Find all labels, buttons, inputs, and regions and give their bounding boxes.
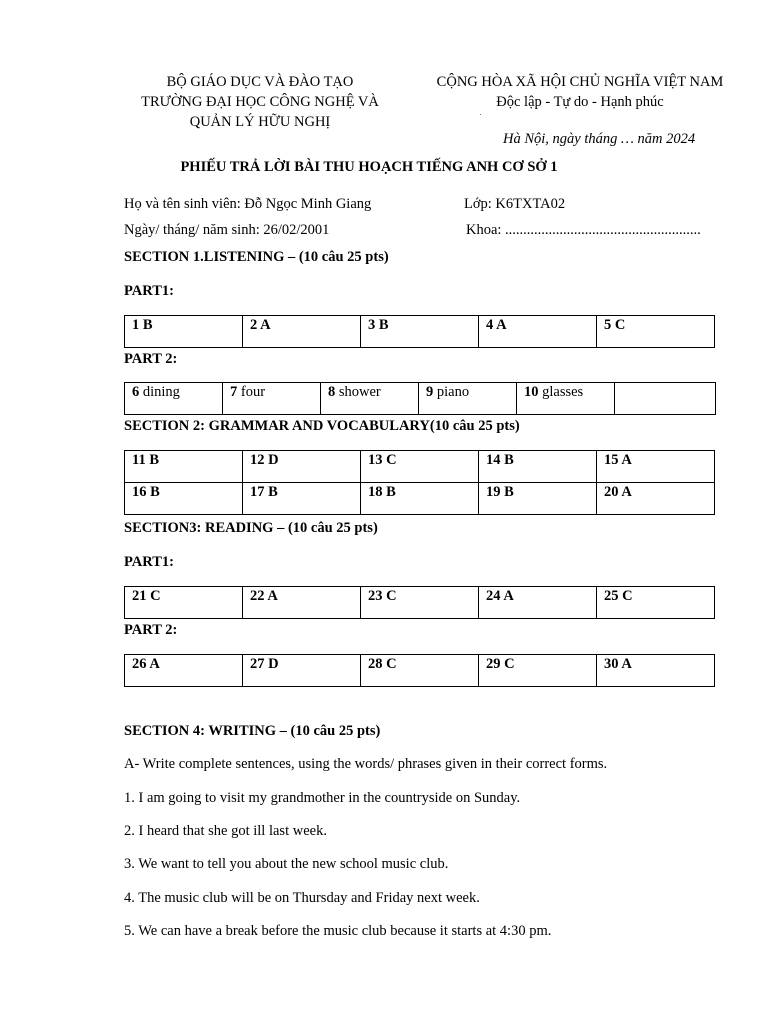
answer-cell: 26 A: [125, 655, 243, 687]
document-title: PHIẾU TRẢ LỜI BÀI THU HOẠCH TIẾNG ANH CƠ SỞ 1: [180, 159, 558, 175]
motto: Độc lập - Tự do - Hạnh phúc: [496, 94, 664, 110]
section3-part2-label: PART 2:: [124, 622, 178, 638]
answer-cell: 22 A: [243, 587, 361, 619]
table-row: [125, 587, 715, 619]
answer-cell: 5 C: [597, 316, 715, 348]
section1-part1-table: [124, 315, 715, 348]
answer-cell: 12 D: [243, 451, 361, 483]
writing-sentence: 2. I heard that she got ill last week.: [124, 823, 327, 839]
table-row: [125, 451, 715, 483]
answer-cell: 4 A: [479, 316, 597, 348]
answer-cell: 19 B: [479, 483, 597, 515]
answer-cell: 1 B: [125, 316, 243, 348]
answer-cell: 16 B: [125, 483, 243, 515]
answer-cell: 23 C: [361, 587, 479, 619]
header-dot: [480, 114, 481, 115]
answer-cell: 8 shower: [321, 383, 419, 415]
section1-part1-label: PART1:: [124, 283, 174, 299]
student-class: Lớp: K6TXTA02: [464, 196, 566, 212]
section3-title: SECTION3: READING – (10 câu 25 pts): [124, 520, 378, 536]
answer-cell: 25 C: [597, 587, 715, 619]
table-row: [125, 655, 715, 687]
section1-title: SECTION 1.LISTENING – (10 câu 25 pts): [124, 249, 389, 265]
section3-part1-table: [124, 586, 715, 619]
answer-cell: 10 glasses: [517, 383, 615, 415]
answer-cell: 11 B: [125, 451, 243, 483]
section1-part2-table: [124, 382, 716, 415]
section4-title: SECTION 4: WRITING – (10 câu 25 pts): [124, 723, 381, 739]
answer-cell: 14 B: [479, 451, 597, 483]
student-dob: Ngày/ tháng/ năm sinh: 26/02/2001: [124, 222, 330, 238]
student-faculty: Khoa: ......................................................: [466, 222, 701, 238]
table-row: [125, 316, 715, 348]
section2-table: [124, 450, 715, 515]
section4-instruction: A- Write complete sentences, using the words/ phrases given in their correct forms.: [124, 756, 608, 772]
answer-cell: 15 A: [597, 451, 715, 483]
document-date: Hà Nội, ngày tháng … năm 2024: [503, 131, 696, 147]
answer-cell: 30 A: [597, 655, 715, 687]
answer-cell: 28 C: [361, 655, 479, 687]
section1-part2-label: PART 2:: [124, 351, 178, 367]
table-row: [125, 383, 716, 415]
writing-sentence: 5. We can have a break before the music club because it starts at 4:30 pm.: [124, 923, 552, 939]
ministry-name: BỘ GIÁO DỤC VÀ ĐÀO TẠO: [166, 74, 354, 90]
answer-cell: 24 A: [479, 587, 597, 619]
answer-cell: 21 C: [125, 587, 243, 619]
answer-cell: 6 dining: [125, 383, 223, 415]
answer-cell: [615, 383, 716, 415]
section3-part2-table: [124, 654, 715, 687]
country-name: CỘNG HÒA XÃ HỘI CHỦ NGHĨA VIỆT NAM: [436, 74, 724, 90]
answer-cell: 17 B: [243, 483, 361, 515]
answer-cell: 27 D: [243, 655, 361, 687]
answer-cell: 13 C: [361, 451, 479, 483]
answer-cell: 18 B: [361, 483, 479, 515]
university-name-line1: TRƯỜNG ĐẠI HỌC CÔNG NGHỆ VÀ: [141, 94, 379, 110]
section2-title: SECTION 2: GRAMMAR AND VOCABULARY(10 câu 25 pts): [124, 418, 520, 434]
national-header: [420, 72, 740, 112]
university-name-line2: QUẢN LÝ HỮU NGHỊ: [189, 114, 331, 130]
answer-cell: 9 piano: [419, 383, 517, 415]
table-row: [125, 483, 715, 515]
writing-sentence: 1. I am going to visit my grandmother in the countryside on Sunday.: [124, 790, 521, 806]
answer-cell: 2 A: [243, 316, 361, 348]
section3-part1-label: PART1:: [124, 554, 174, 570]
answer-cell: 20 A: [597, 483, 715, 515]
ministry-header: [124, 72, 396, 132]
answer-cell: 29 C: [479, 655, 597, 687]
student-name: Họ và tên sinh viên: Đỗ Ngọc Minh Giang: [124, 196, 372, 212]
answer-cell: 3 B: [361, 316, 479, 348]
writing-sentence: 4. The music club will be on Thursday and Friday next week.: [124, 890, 480, 906]
writing-sentence: 3. We want to tell you about the new school music club.: [124, 856, 449, 872]
answer-cell: 7 four: [223, 383, 321, 415]
